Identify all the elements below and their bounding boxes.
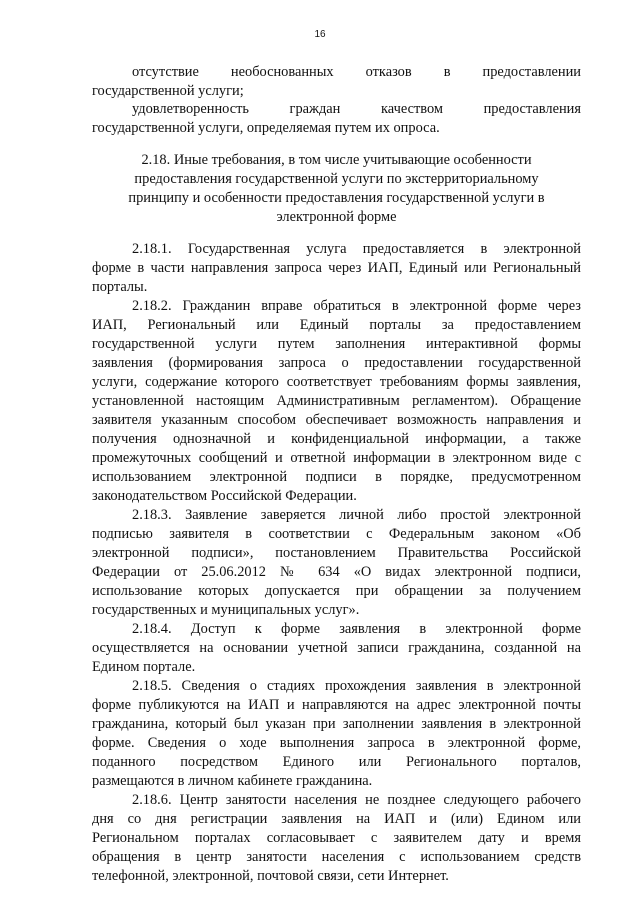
text-line: ИАП, Региональный или Единый порталы за предоставлением xyxy=(92,317,581,333)
section-heading-line: принципу и особенности предоставления государственной услуги в xyxy=(128,190,545,206)
text-line: заявителя указанным способом обеспечивает возможность направления и xyxy=(92,412,581,428)
text-line: 2.18.1. Государственная услуга предоставляется в электронной xyxy=(132,241,581,257)
section-heading-line: электронной форме xyxy=(276,209,397,225)
text-line: 2.18.5. Сведения о стадиях прохождения заявления в электронной xyxy=(132,678,581,694)
text-line: форме. Сведения о ходе выполнения запроса в электронной форме, xyxy=(92,735,581,751)
text-line: получения однозначной и конфиденциальной информации, а также xyxy=(92,431,581,447)
text-line: поданного посредством Единого или Регионального порталов, xyxy=(92,754,581,770)
text-line: форме публикуются на ИАП и направляются на адрес электронной почты xyxy=(92,697,581,713)
text-line: 2.18.3. Заявление заверяется личной либо простой электронной xyxy=(132,507,581,523)
text-line: порталы. xyxy=(92,279,148,295)
text-line: установленной настоящим Административным регламентом). Обращение xyxy=(92,393,581,409)
text-line: государственной услуги путем заполнения интерактивной формы xyxy=(92,336,581,352)
text-line: законодательством Российской Федерации. xyxy=(92,488,357,504)
text-line: 2.18.6. Центр занятости населения не позднее следующего рабочего xyxy=(132,792,581,808)
text-line: 2.18.2. Гражданин вправе обратиться в электронной форме через xyxy=(132,298,581,314)
text-line: электронной подписи», постановлением Правительства Российской xyxy=(92,545,581,561)
text-line: государственной услуги; xyxy=(92,83,244,99)
text-line: Едином портале. xyxy=(92,659,196,675)
text-line: государственной услуги, определяемая путем их опроса. xyxy=(92,120,440,136)
text-line: гражданина, который был указан при заполнении заявления в электронной xyxy=(92,716,581,732)
section-heading-line: предоставления государственной услуги по экстерриториальному xyxy=(134,171,539,187)
text-line: подписью заявителя в соответствии с Федеральным законом «Об xyxy=(92,526,581,542)
text-line: промежуточных сообщений и ответной информации в электронном виде с xyxy=(92,450,581,466)
text-line: отсутствие необоснованных отказов в предоставлении xyxy=(132,64,581,80)
section-heading-line: 2.18. Иные требования, в том числе учитывающие особенности xyxy=(141,152,532,168)
text-line: использованием электронной подписи в порядке, предусмотренном xyxy=(92,469,581,485)
text-line: размещаются в личном кабинете гражданина. xyxy=(92,773,373,789)
page-number: 16 xyxy=(314,29,326,40)
text-line: использование которых допускается при обращении за получением xyxy=(92,583,581,599)
text-line: Региональном порталах согласовывает с заявителем дату и время xyxy=(92,830,581,846)
text-line: 2.18.4. Доступ к форме заявления в электронной форме xyxy=(132,621,581,637)
text-line: форме в части направления запроса через ИАП, Единый или Региональный xyxy=(92,260,581,276)
text-line: обращения в центр занятости населения с использованием средств xyxy=(92,849,581,865)
text-line: телефонной, электронной, почтовой связи, сети Интернет. xyxy=(92,868,449,884)
text-line: услуги, содержание которого соответствует требованиям формы заявления, xyxy=(92,374,581,390)
text-line: удовлетворенность граждан качеством предоставления xyxy=(132,101,581,117)
text-line: государственных и муниципальных услуг». xyxy=(92,602,360,618)
text-line: заявления (формирования запроса о предоставлении государственной xyxy=(92,355,581,371)
text-line: дня со дня регистрации заявления на ИАП и (или) Едином или xyxy=(92,811,581,827)
text-line: осуществляется на основании учетной записи гражданина, созданной на xyxy=(92,640,581,656)
text-line: Федерации от 25.06.2012 № 634 «О видах электронной подписи, xyxy=(92,564,581,580)
